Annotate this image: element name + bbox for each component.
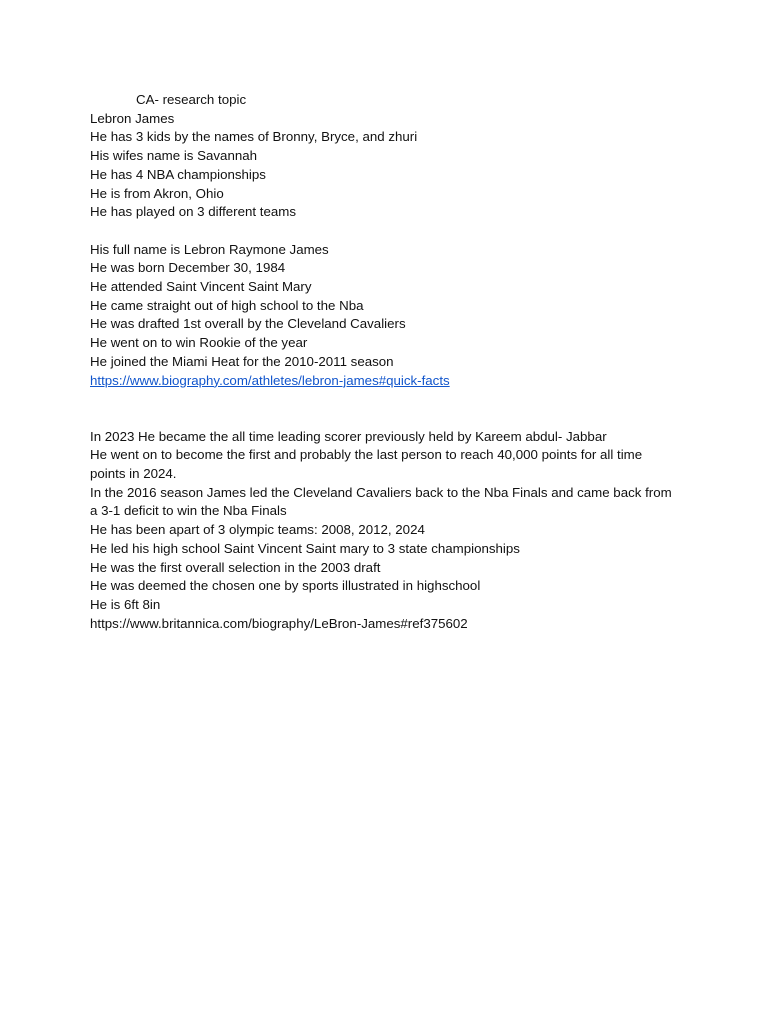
fact-line: He was born December 30, 1984 bbox=[90, 260, 286, 276]
fact-line: He has 3 kids by the names of Bronny, Bryce, and zhuri bbox=[90, 129, 418, 145]
fact-line: He led his high school Saint Vincent Saint mary to 3 state championships bbox=[90, 540, 520, 556]
blank-line bbox=[90, 390, 680, 409]
fact-line: He attended Saint Vincent Saint Mary bbox=[90, 279, 312, 295]
fact-line: He joined the Miami Heat for the 2010-2011 season bbox=[90, 353, 394, 369]
fact-line: In 2023 He became the all time leading scorer previously held by Kareem abdul- Jabbar bbox=[90, 428, 607, 444]
fact-line: He was the first overall selection in the 2003 draft bbox=[90, 559, 381, 575]
document-heading: CA- research topic bbox=[136, 92, 247, 107]
document-page bbox=[90, 91, 680, 633]
fact-line: He was deemed the chosen one by sports illustrated in highschool bbox=[90, 578, 481, 594]
fact-line: He went on to win Rookie of the year bbox=[90, 335, 308, 351]
blank-line bbox=[90, 222, 680, 241]
fact-line: He has played on 3 different teams bbox=[90, 204, 296, 220]
blank-line bbox=[90, 409, 680, 428]
fact-line: In the 2016 season James led the Cleveland Cavaliers back to the Nba Finals and came back from a 3-1 deficit to win the Nba Finals bbox=[90, 484, 672, 519]
fact-line: He went on to become the first and probably the last person to reach 40,000 points for all time points in 2024. bbox=[90, 447, 643, 482]
biography-source-link[interactable]: https://www.biography.com/athletes/lebron-james#quick-facts bbox=[90, 372, 450, 388]
document-subject: Lebron James bbox=[90, 110, 175, 126]
fact-line: His wifes name is Savannah bbox=[90, 148, 258, 164]
fact-line: His full name is Lebron Raymone James bbox=[90, 241, 329, 257]
fact-line: He is from Akron, Ohio bbox=[90, 185, 224, 201]
fact-line: He was drafted 1st overall by the Cleveland Cavaliers bbox=[90, 316, 406, 332]
fact-line: He is 6ft 8in bbox=[90, 596, 161, 612]
fact-line: He came straight out of high school to the Nba bbox=[90, 297, 364, 313]
fact-line: He has been apart of 3 olympic teams: 2008, 2012, 2024 bbox=[90, 522, 425, 538]
britannica-source-text: https://www.britannica.com/biography/LeBron-James#ref375602 bbox=[90, 615, 468, 631]
fact-line: He has 4 NBA championships bbox=[90, 166, 266, 182]
